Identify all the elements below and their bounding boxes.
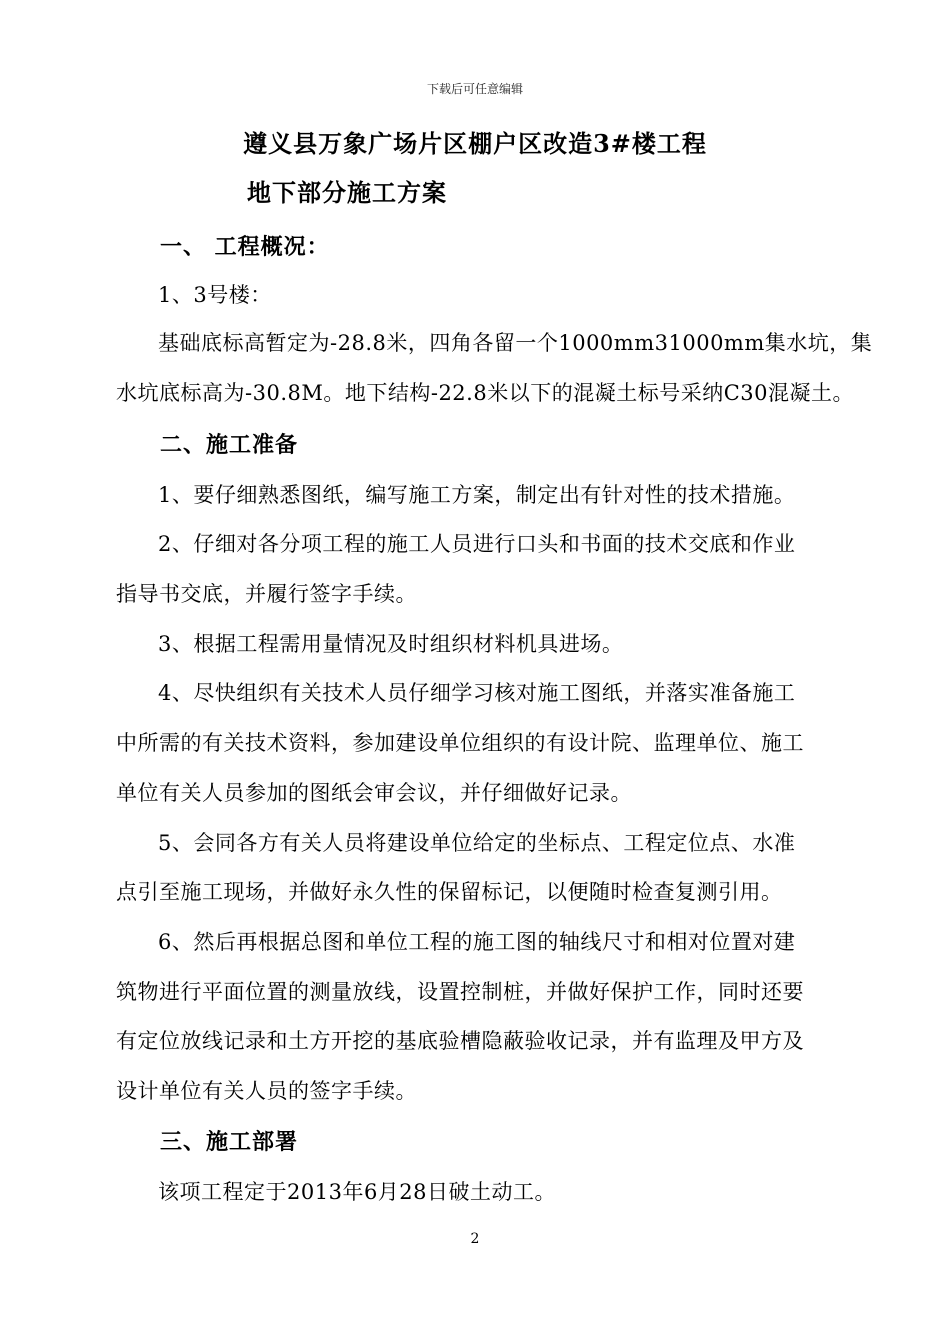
section-heading-preparation: 二、施工准备 (160, 432, 299, 458)
list-item: 6、然后再根据总图和单位工程的施工图的轴线尺寸和相对位置对建 (158, 930, 796, 954)
section-heading-overview: 一、 工程概况： (160, 234, 330, 260)
list-item: 2、仔细对各分项工程的施工人员进行口头和书面的技术交底和作业 (158, 532, 796, 556)
list-item-continuation: 点引至施工现场，并做好永久性的保留标记，以便随时检查复测引用。 (116, 880, 783, 904)
paragraph-line: 基础底标高暂定为-28.8米，四角各留一个1000mm31000mm集水坑，集 (158, 331, 873, 355)
list-item-continuation: 有定位放线记录和土方开挖的基底验槽隐蔽验收记录，并有监理及甲方及 (116, 1029, 804, 1053)
list-item-continuation: 设计单位有关人员的签字手续。 (116, 1079, 417, 1103)
page-number: 2 (470, 1231, 480, 1247)
list-item: 3、根据工程需用量情况及时组织材料机具进场。 (158, 632, 624, 656)
list-item-continuation: 筑物进行平面位置的测量放线，设置控制桩，并做好保护工作，同时还要 (116, 980, 804, 1004)
document-title: 遵义县万象广场片区棚户区改造3#楼工程 (243, 129, 707, 158)
document-subtitle: 地下部分施工方案 (247, 178, 447, 207)
list-item-continuation: 中所需的有关技术资料，参加建设单位组织的有设计院、监理单位、施工 (116, 731, 804, 755)
page-header: 下载后可任意编辑 (426, 82, 523, 96)
paragraph-line: 该项工程定于2013年6月28日破土动工。 (158, 1180, 557, 1204)
list-item: 1、要仔细熟悉图纸，编写施工方案，制定出有针对性的技术措施。 (158, 483, 796, 507)
list-item-continuation: 单位有关人员参加的图纸会审会议，并仔细做好记录。 (116, 781, 632, 805)
list-item: 5、会同各方有关人员将建设单位给定的坐标点、工程定位点、水准 (158, 831, 796, 855)
paragraph-line: 水坑底标高为-30.8M。地下结构-22.8米以下的混凝土标号采纳C30混凝土。 (116, 381, 854, 405)
section-heading-deployment: 三、施工部署 (160, 1129, 299, 1155)
list-item-continuation: 指导书交底，并履行签字手续。 (116, 582, 417, 606)
subsection-building-3: 1、3号楼： (158, 283, 272, 307)
list-item: 4、尽快组织有关技术人员仔细学习核对施工图纸，并落实准备施工 (158, 681, 796, 705)
